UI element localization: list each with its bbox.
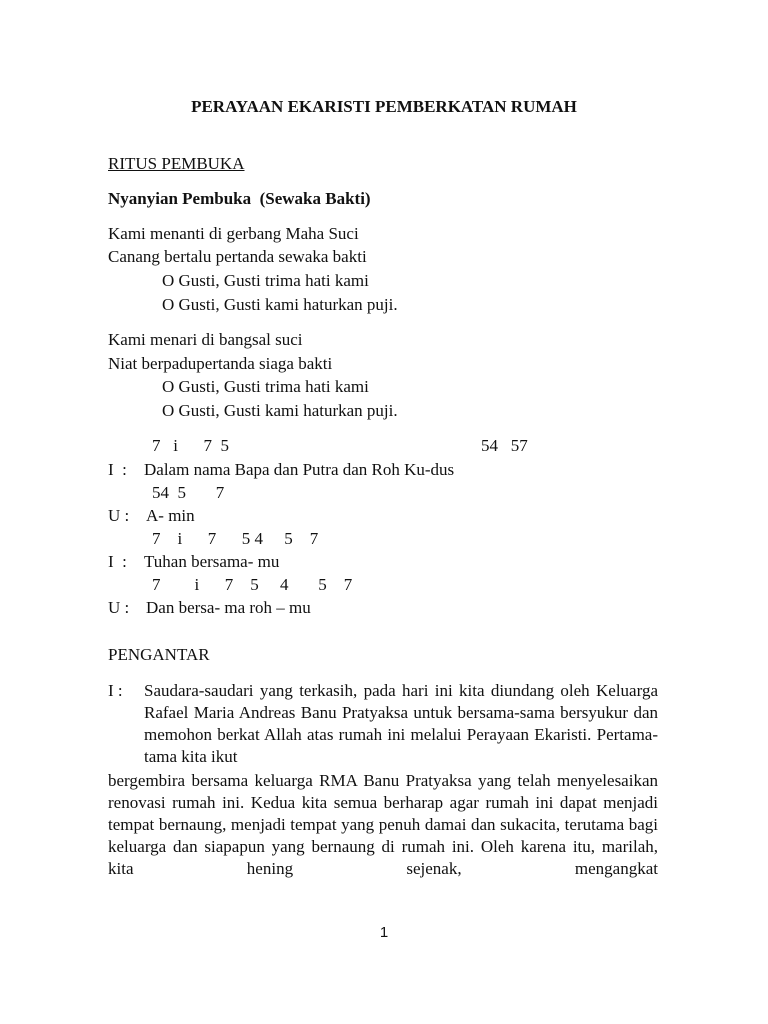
notation-line1a: 7 i 7 5 [152, 436, 229, 455]
notation-line2: 54 5 7 [152, 483, 225, 502]
dialog-text: Tuhan bersama- mu [144, 552, 280, 571]
dialog-text: Dan bersa- ma roh – mu [146, 598, 311, 617]
pengantar-speaker: I : [108, 681, 123, 700]
song-title: Nyanyian Pembuka (Sewaka Bakti) [108, 189, 371, 208]
pengantar-indented-paragraph: Saudara-saudari yang terkasih, pada hari ini kita diundang oleh Keluarga Rafael Maria Andreas Banu Pratyaksa untuk bersama-sama bersyukur dan memohon berkat Allah atas rumah ini melalui Perayaan Ekaristi. Pertama-tama kita ikut [144, 681, 658, 766]
verse1-refrain2: O Gusti, Gusti kami haturkan puji. [162, 295, 398, 314]
dialog-text: Dalam nama Bapa dan Putra dan Roh Ku-dus [144, 460, 455, 479]
dialog-speaker: I : [108, 552, 127, 571]
section-heading-ritus-pembuka: RITUS PEMBUKA [108, 154, 245, 173]
verse2-refrain2: O Gusti, Gusti kami haturkan puji. [162, 401, 398, 420]
notation-line1b: 54 57 [481, 436, 528, 455]
verse1-line1: Kami menanti di gerbang Maha Suci [108, 224, 359, 243]
verse2-refrain1: O Gusti, Gusti trima hati kami [162, 377, 369, 396]
pengantar-body-paragraph: bergembira bersama keluarga RMA Banu Pratyaksa yang telah menyelesaikan renovasi rumah ini. Kedua kita semua berharap agar rumah ini dapat menjadi tempat bernaung, menjadi tempat yang penuh damai dan sukacita, terutama bagi keluarga dan siapapun yang bernaung di rumah ini. Oleh karena itu, marilah, kita hening sejenak, mengangkat [108, 771, 658, 878]
dialog-speaker: U : [108, 506, 130, 525]
notation-line4: 7 i 7 5 4 5 7 [152, 575, 353, 594]
notation-line3: 7 i 7 5 4 5 7 [152, 529, 319, 548]
dialog-speaker: U : [108, 598, 130, 617]
dialog-speaker: I : [108, 460, 127, 479]
document-title: PERAYAAN EKARISTI PEMBERKATAN RUMAH [191, 97, 577, 116]
verse1-refrain1: O Gusti, Gusti trima hati kami [162, 271, 369, 290]
verse2-line2: Niat berpadupertanda siaga bakti [108, 354, 333, 373]
verse1-line2: Canang bertalu pertanda sewaka bakti [108, 247, 367, 266]
page-number: 1 [379, 924, 389, 941]
dialog-text: A- min [146, 506, 195, 525]
verse2-line1: Kami menari di bangsal suci [108, 330, 303, 349]
section-heading-pengantar: PENGANTAR [108, 645, 210, 664]
